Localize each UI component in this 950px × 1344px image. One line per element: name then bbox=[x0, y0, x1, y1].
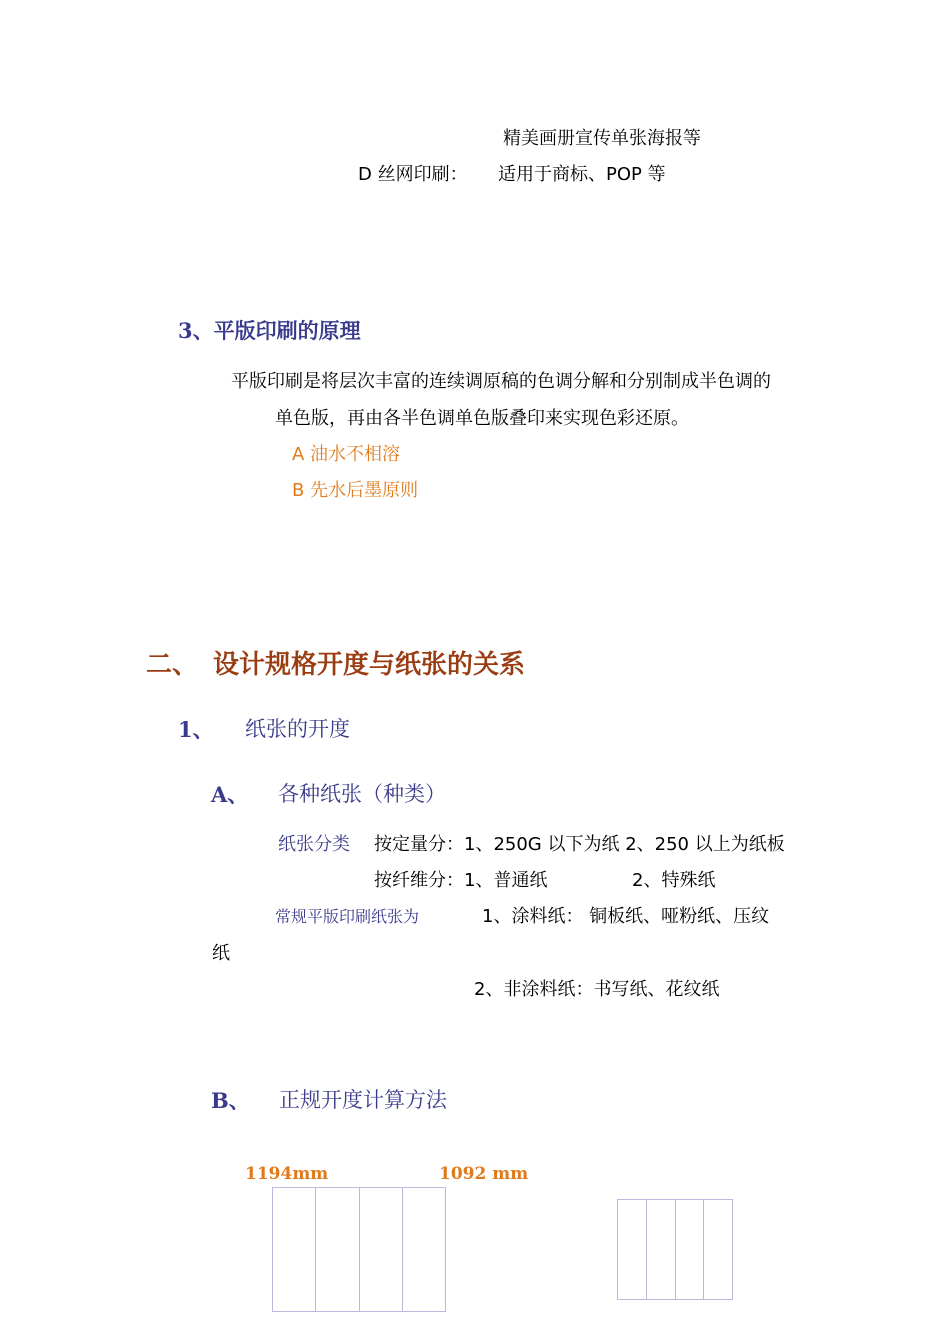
regular-paper-coated: 1、涂料纸： 铜板纸、哑粉纸、压纹 bbox=[482, 906, 770, 927]
sheet-column bbox=[360, 1188, 403, 1311]
text-screen-printing-value: 适用于商标、POP 等 bbox=[498, 164, 666, 185]
sheet-column bbox=[403, 1188, 445, 1311]
sheet-column bbox=[676, 1200, 705, 1299]
paper-class-label: 纸张分类 bbox=[278, 834, 350, 855]
paper-sheet-diagram-large bbox=[272, 1187, 446, 1312]
chapter-2-number: 二、 bbox=[146, 650, 199, 680]
dimension-left: 1194mm bbox=[245, 1164, 329, 1184]
paper-class-special: 2、特殊纸 bbox=[632, 870, 716, 891]
chapter-2-title: 设计规格开度与纸张的关系 bbox=[213, 650, 526, 680]
text-line-brochure: 精美画册宣传单张海报等 bbox=[503, 128, 701, 149]
regular-paper-coated-wrap: 纸 bbox=[212, 943, 230, 964]
section-3-heading: 3、平版印刷的原理 bbox=[178, 318, 361, 343]
section-3-paragraph-line2: 单色版，再由各半色调单色版叠印来实现色彩还原。 bbox=[275, 408, 689, 429]
sheet-column bbox=[647, 1200, 676, 1299]
regular-paper-uncoated: 2、非涂料纸：书写纸、花纹纸 bbox=[474, 979, 720, 1000]
sheet-column bbox=[704, 1200, 732, 1299]
regular-paper-label: 常规平版印刷纸张为 bbox=[275, 907, 420, 926]
sub-a-title: 各种纸张（种类） bbox=[278, 782, 446, 806]
dimension-right: 1092 mm bbox=[439, 1164, 529, 1184]
paper-sheet-diagram-small bbox=[617, 1199, 733, 1300]
section-3-paragraph-line1: 平版印刷是将层次丰富的连续调原稿的色调分解和分别制成半色调的 bbox=[231, 371, 771, 392]
paper-class-by-weight: 按定量分：1、250G 以下为纸 2、250 以上为纸板 bbox=[374, 834, 785, 855]
sub-b-letter: B、 bbox=[211, 1088, 250, 1113]
point-b: B 先水后墨原则 bbox=[292, 480, 419, 501]
sub-b-title: 正规开度计算方法 bbox=[279, 1088, 447, 1112]
text-screen-printing-label: D 丝网印刷： bbox=[358, 164, 468, 185]
sheet-column bbox=[316, 1188, 359, 1311]
sub-1-title: 纸张的开度 bbox=[245, 717, 350, 741]
sub-a-letter: A、 bbox=[211, 782, 249, 807]
paper-class-by-fiber: 按纤维分：1、普通纸 bbox=[374, 870, 548, 891]
sheet-column bbox=[273, 1188, 316, 1311]
point-a: A 油水不相溶 bbox=[292, 444, 401, 465]
sheet-column bbox=[618, 1200, 647, 1299]
sub-1-number: 1、 bbox=[178, 717, 214, 742]
